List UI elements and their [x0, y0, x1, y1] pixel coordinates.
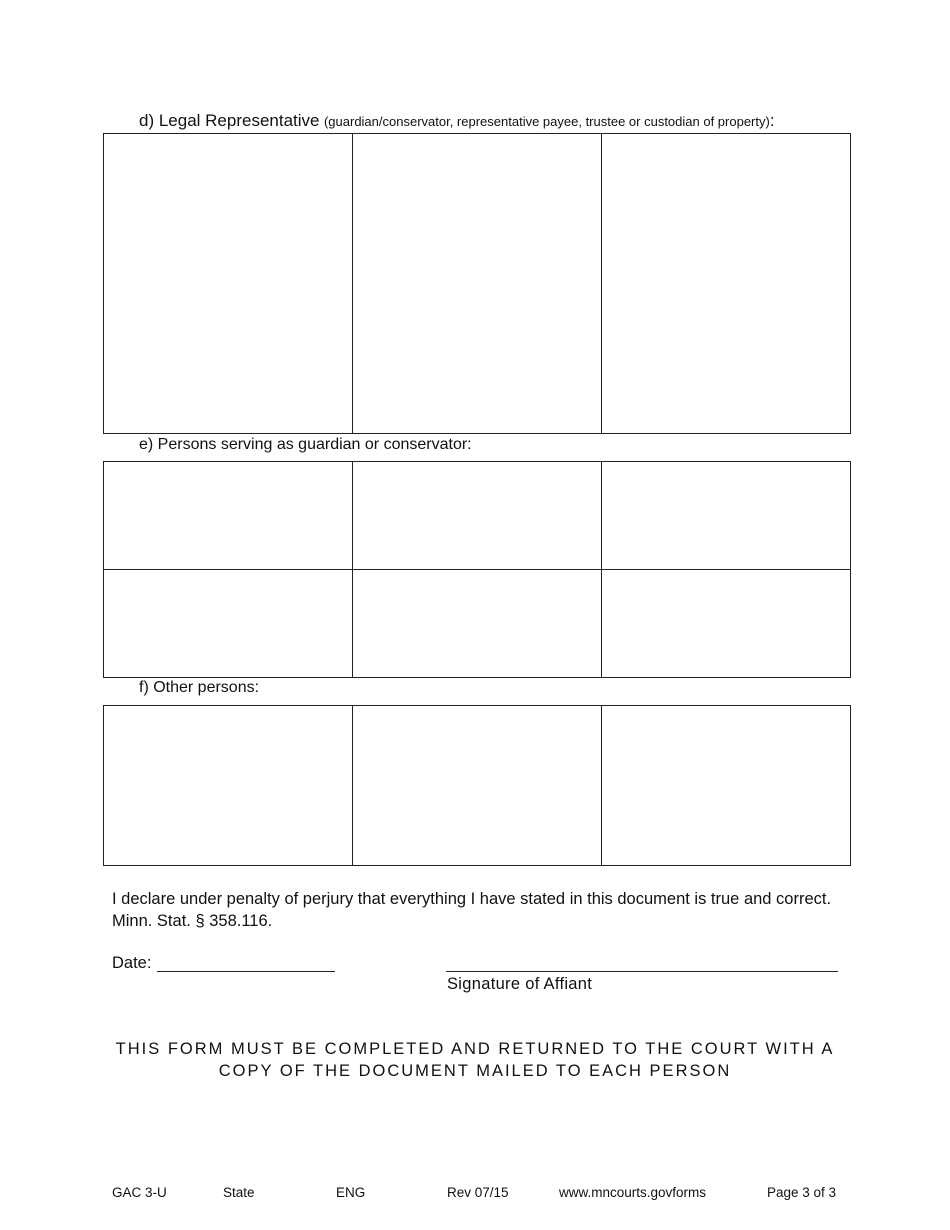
- signature-field-line[interactable]: [446, 971, 838, 972]
- legal-representative-table: [103, 133, 851, 434]
- table-row: [104, 706, 851, 866]
- table-cell[interactable]: [353, 706, 602, 866]
- table-cell[interactable]: [602, 134, 851, 434]
- notice-line-1: THIS FORM MUST BE COMPLETED AND RETURNED TO THE COURT WITH A: [115, 1040, 835, 1058]
- section-f-label: f) Other persons:: [139, 679, 260, 696]
- guardian-conservator-table: [103, 461, 851, 678]
- table-cell[interactable]: [104, 462, 353, 570]
- notice-line-2: COPY OF THE DOCUMENT MAILED TO EACH PERSON: [218, 1062, 732, 1080]
- footer-language: ENG: [336, 1185, 366, 1200]
- date-field-line[interactable]: [157, 971, 335, 972]
- table-row: [104, 462, 851, 570]
- table-cell[interactable]: [353, 570, 602, 678]
- footer-form-id: GAC 3-U: [112, 1185, 167, 1200]
- footer-revision: Rev 07/15: [447, 1185, 509, 1200]
- table-cell[interactable]: [602, 570, 851, 678]
- footer-state: State: [223, 1185, 255, 1200]
- table-cell[interactable]: [104, 134, 353, 434]
- footer-website: www.mncourts.govforms: [559, 1185, 707, 1200]
- table-cell[interactable]: [104, 570, 353, 678]
- section-d-heading: [139, 111, 775, 132]
- perjury-declaration: I declare under penalty of perjury that everything I have stated in this document is true and correct. Minn. Stat. § 358.116.: [112, 890, 832, 930]
- table-row: [104, 570, 851, 678]
- table-cell[interactable]: [602, 706, 851, 866]
- return-notice: [100, 1038, 850, 1082]
- signature-label: Signature of Affiant: [447, 975, 593, 993]
- section-d-note: (guardian/conservator, representative payee, trustee or custodian of property): [323, 114, 770, 129]
- footer-page-number: Page 3 of 3: [767, 1185, 837, 1200]
- table-row: [104, 134, 851, 434]
- table-cell[interactable]: [353, 134, 602, 434]
- table-cell[interactable]: [602, 462, 851, 570]
- table-cell[interactable]: [353, 462, 602, 570]
- other-persons-table: [103, 705, 851, 866]
- section-d-label: d) Legal Representative: [139, 111, 320, 130]
- section-d-colon: :: [769, 111, 775, 130]
- section-e-label: e) Persons serving as guardian or conservator:: [139, 436, 472, 453]
- table-cell[interactable]: [104, 706, 353, 866]
- date-label: Date:: [112, 954, 152, 972]
